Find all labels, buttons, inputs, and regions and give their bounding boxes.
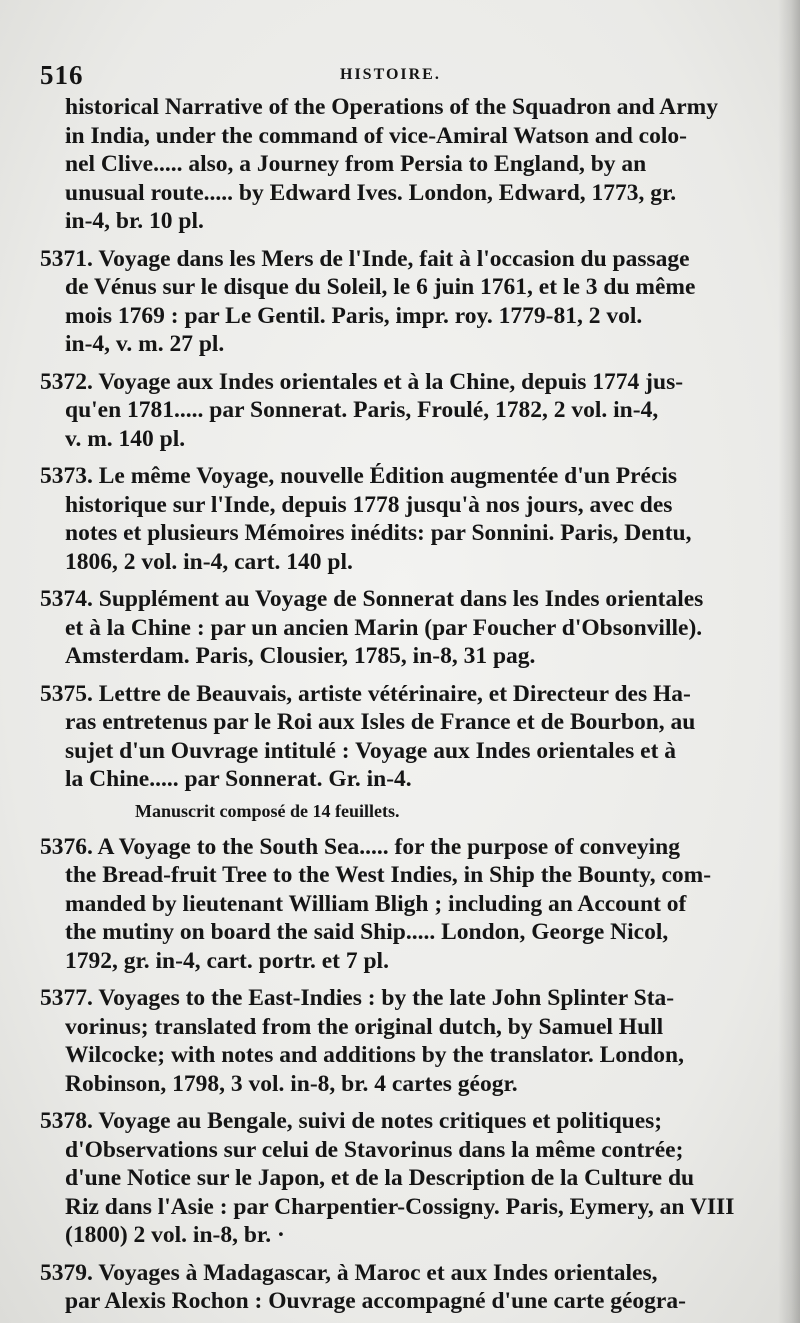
entry-number: 5379. bbox=[40, 1259, 93, 1286]
entry-line: (1800) 2 vol. in-8, br. · bbox=[65, 1222, 285, 1248]
entry-line: Voyage dans les Mers de l'Inde, fait à l'occasion du passage bbox=[98, 245, 690, 272]
entry-line: notes et plusieurs Mémoires inédits: par Sonnini. Paris, Dentu, bbox=[65, 520, 692, 546]
entry-line: de Vénus sur le disque du Soleil, le 6 juin 1761, et le 3 du même bbox=[65, 274, 696, 300]
entry-line: Riz dans l'Asie : par Charpentier-Cossigny. Paris, Eymery, an VIII bbox=[65, 1193, 735, 1220]
entry-line: d'une Notice sur le Japon, et de la Description de la Culture du bbox=[65, 1165, 695, 1191]
entry-line: par Alexis Rochon : Ouvrage accompagné d'une carte géogra- bbox=[65, 1288, 686, 1314]
entry-first-line bbox=[40, 833, 775, 862]
entry-number: 5376. bbox=[40, 833, 93, 860]
entry-first-line bbox=[40, 585, 775, 614]
catalog-entry bbox=[40, 833, 775, 976]
entry-line: 1806, 2 vol. in-4, cart. 140 pl. bbox=[65, 548, 353, 575]
entry-line: Lettre de Beauvais, artiste vétérinaire, et Directeur des Ha- bbox=[98, 680, 691, 707]
entry-line: the mutiny on board the said Ship..... London, George Nicol, bbox=[65, 919, 669, 945]
page-header bbox=[40, 60, 760, 90]
catalog-entry bbox=[40, 984, 775, 1098]
entry-line: the Bread-fruit Tree to the West Indies, in Ship the Bounty, com- bbox=[65, 862, 712, 888]
entry-first-line bbox=[40, 984, 775, 1013]
catalog-entry bbox=[40, 462, 775, 576]
entry-number: 5371. bbox=[40, 245, 93, 272]
running-head: HISTOIRE. bbox=[340, 66, 441, 83]
page-number: 516 bbox=[40, 60, 84, 90]
entry-line: nel Clive..... also, a Journey from Persia to England, by an bbox=[65, 151, 647, 177]
entry-line: qu'en 1781..... par Sonnerat. Paris, Froulé, 1782, 2 vol. in-4, bbox=[65, 397, 659, 423]
entry-line: manded by lieutenant William Bligh ; including an Account of bbox=[65, 890, 687, 917]
entry-line: d'Observations sur celui de Stavorinus dans la même contrée; bbox=[65, 1136, 684, 1163]
entry-number: 5373. bbox=[40, 463, 93, 489]
catalog-entry bbox=[40, 1259, 775, 1316]
entry-line: Voyage aux Indes orientales et à la Chine, depuis 1774 jus- bbox=[98, 368, 684, 395]
entry-line: Le même Voyage, nouvelle Édition augmentée d'un Précis bbox=[98, 463, 678, 489]
entry-line: in-4, br. 10 pl. bbox=[65, 208, 204, 234]
catalog-entry-continued bbox=[40, 93, 775, 236]
entry-line: Voyages to the East-Indies : by the late John Splinter Sta- bbox=[98, 985, 675, 1011]
page-body bbox=[40, 93, 775, 1323]
entry-line: in India, under the command of vice-Amiral Watson and colo- bbox=[65, 122, 687, 149]
entry-first-line bbox=[40, 680, 775, 709]
entry-line: la Chine..... par Sonnerat. Gr. in-4. bbox=[65, 766, 412, 792]
entry-first-line bbox=[40, 462, 775, 491]
entry-number: 5374. bbox=[40, 586, 93, 612]
entry-first-line bbox=[40, 1107, 775, 1136]
entry-first-line bbox=[40, 245, 775, 274]
catalog-entry bbox=[40, 585, 775, 671]
entry-line: unusual route..... by Edward Ives. London, Edward, 1773, gr. bbox=[65, 179, 677, 206]
entry-line: et à la Chine : par un ancien Marin (par Foucher d'Obsonville). bbox=[65, 614, 703, 641]
entry-line: Amsterdam. Paris, Clousier, 1785, in-8, 31 pag. bbox=[65, 643, 536, 669]
entry-line: mois 1769 : par Le Gentil. Paris, impr. roy. 1779-81, 2 vol. bbox=[65, 302, 643, 329]
entry-number: 5378. bbox=[40, 1108, 93, 1134]
entry-line: in-4, v. m. 27 pl. bbox=[65, 331, 225, 357]
entry-line: Supplément au Voyage de Sonnerat dans les Indes orientales bbox=[98, 586, 704, 612]
entry-line: vorinus; translated from the original dutch, by Samuel Hull bbox=[65, 1013, 664, 1040]
entry-line: historical Narrative of the Operations of the Squadron and Army bbox=[65, 94, 718, 120]
entry-note: Manuscrit composé de 14 feuillets. bbox=[135, 800, 400, 821]
entry-line: 1792, gr. in-4, cart. portr. et 7 pl. bbox=[65, 947, 389, 974]
entry-number: 5377. bbox=[40, 985, 93, 1011]
entry-line: A Voyage to the South Sea..... for the purpose of conveying bbox=[97, 833, 681, 860]
catalog-entry bbox=[40, 368, 775, 454]
page-gutter-shadow bbox=[778, 0, 800, 1323]
entry-first-line bbox=[40, 1259, 775, 1288]
entry-line: v. m. 140 pl. bbox=[65, 425, 186, 452]
entry-line: sujet d'un Ouvrage intitulé : Voyage aux Indes orientales et à bbox=[65, 737, 677, 764]
entry-number: 5372. bbox=[40, 368, 93, 395]
entry-line: Wilcocke; with notes and additions by the translator. London, bbox=[65, 1042, 684, 1068]
entry-line: Voyage au Bengale, suivi de notes critiques et politiques; bbox=[98, 1108, 663, 1134]
entry-first-line bbox=[40, 368, 775, 397]
entry-number: 5375. bbox=[40, 680, 93, 707]
catalog-entry bbox=[40, 245, 775, 359]
entry-line: ras entretenus par le Roi aux Isles de France et de Bourbon, au bbox=[65, 709, 696, 735]
entry-line: Voyages à Madagascar, à Maroc et aux Indes orientales, bbox=[98, 1259, 658, 1286]
catalog-entry bbox=[40, 1107, 775, 1250]
catalog-entry bbox=[40, 680, 775, 794]
entry-line: Robinson, 1798, 3 vol. in-8, br. 4 cartes géogr. bbox=[65, 1070, 518, 1097]
entry-line: historique sur l'Inde, depuis 1778 jusqu'à nos jours, avec des bbox=[65, 491, 673, 518]
